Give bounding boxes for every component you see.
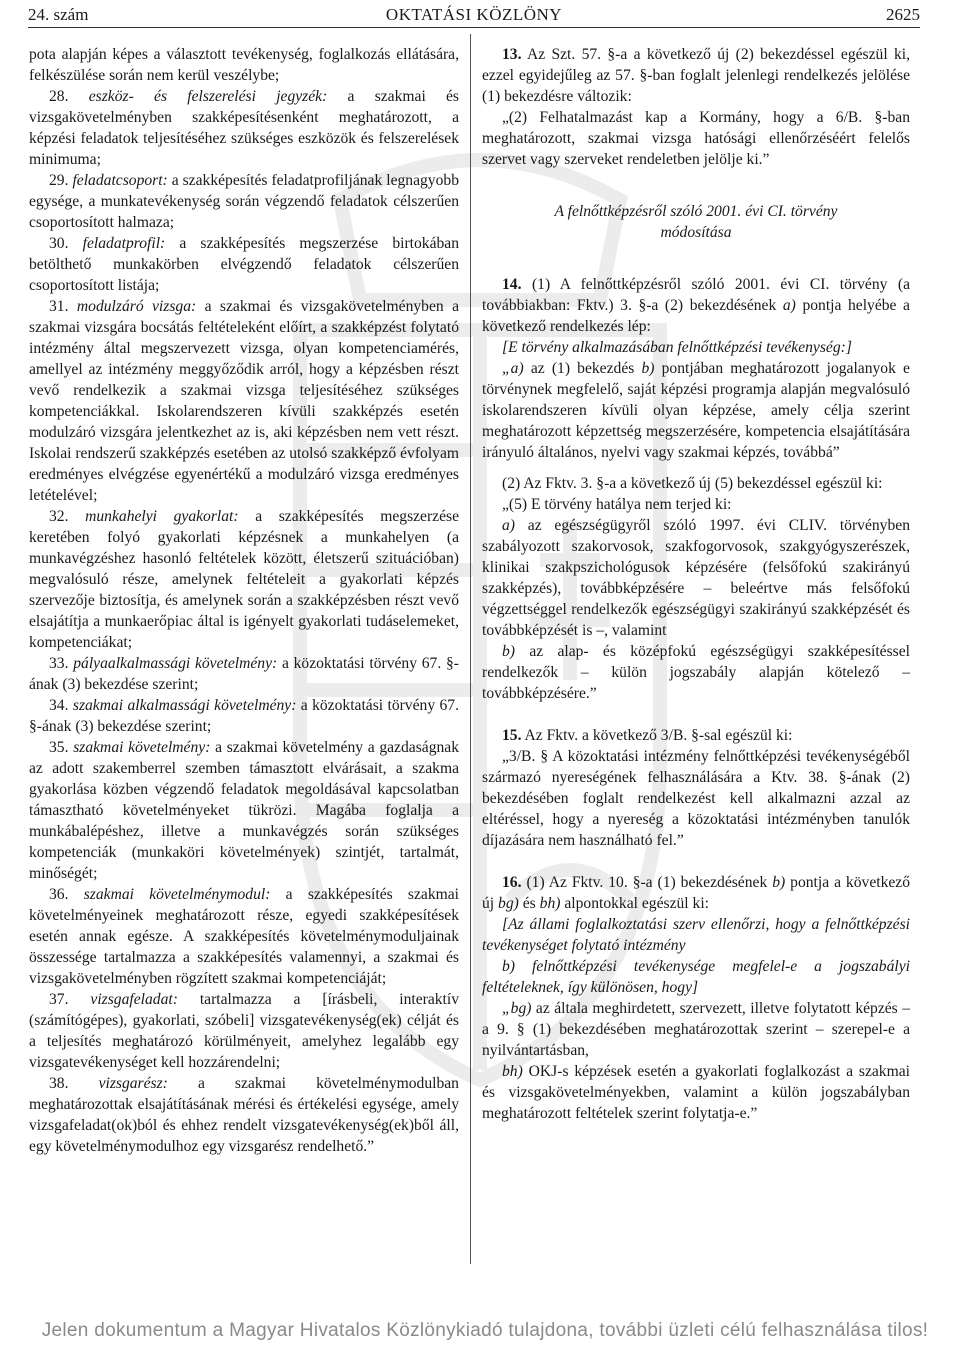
definition-number: 35. (49, 739, 69, 756)
definition-number: 32. (49, 508, 69, 525)
section-title-line-2: módosítása (660, 224, 732, 241)
spacer (482, 264, 910, 274)
definition-text: a szakképesítés megszerzése keretében folyó gyakorlati képzésnek a munkahelyen (a munkavégzéshez hasonló feltételek között, életszerű szituációban) megvalósuló része, amelynek feltételeit a gyakorlati képzés szervezője biztosítja, és amelynek során a szakképzésben részt vevő elsajátítja a munkaerőpiac által is igényelt gyakorlati tudáselemeket, kompetenciákat; (29, 508, 460, 651)
definition-text: a szakmai és vizsgakövetelményben a szakmai vizsgára bocsátás feltételeként előírt, a szakképzést folytató intézmény által megszervezett vizsga, olyan kompetenciamérés, amellyel az intézmény meggyőződik arról, hogy a képzésben részt vevő rendelkezik a szakmai vizsga teljesítéséhez szükséges kompetenciákkal. Iskolarendszeren kívüli szakképzés esetén modulzáró vizsgára jelentkezhet az is, aki képzésben nem vett részt. Iskolai rendszerű szakképzés esetében az utolsó szakképző évfolyam eredményes elvégzése egyenértékű a modulzáró vizsga eredményes letételével; (29, 298, 460, 504)
definition-text: a szakképesítés szakmai követelményeinek meghatározott része, egyedi szakképesítések esetén annak egésze. A szakképesítés követelménymoduljainak összessége tartalmazza a szakképesítés valamennyi, a szakmai és vizsgakövetelményben rögzített szakmai kompetenciáját; (29, 886, 459, 987)
section-15 (482, 725, 910, 746)
definition-term: eszköz- és felszerelési jegyzék: (88, 88, 328, 105)
definition-text: a szakképesítés megszerzése birtokában betölthető munkakörben elvégzendő feladatok célszerűen csoportosított listája; (29, 235, 460, 294)
page-number: 2625 (886, 5, 920, 24)
point-label: a) (782, 297, 796, 314)
point-text: OKJ-s képzések esetén a gyakorlati foglalkozást a szakmai és vizsgakövetelményekben, valamint a külön jogszabályban meghatározott feltételek szerint folytatja-e.” (482, 1063, 910, 1122)
definition-text: a szakmai és vizsgakövetelményben szakképesítésenként meghatározott, a képzési feladatok teljesítéséhez szükséges eszközök és felszerelések minimuma; (29, 88, 460, 168)
section-text: és (522, 895, 536, 912)
section-14 (482, 274, 910, 337)
definition-28 (29, 86, 459, 170)
definition-term: szakmai követelménymodul: (83, 886, 271, 903)
definition-text: tartalmazza a [írásbeli, interaktív (számítógépes), gyakorlati, szóbeli] vizsgatevékenység(ek) célját és a teljesítés meghatározó körülményeit, amelyhez legalább egy vizsgatevékenységet kell hozzárendelni; (29, 991, 460, 1071)
point-label: b) (772, 874, 786, 891)
definition-text: a közoktatási törvény 67. §-ának (3) bekezdése szerint; (29, 697, 459, 735)
spacer (482, 191, 910, 201)
section-number: 14. (502, 276, 522, 293)
point-label: bh) (539, 895, 561, 912)
section-16-bracket-2: b) felnőttképzési tevékenysége megfelel-e a jogszabályi feltételeknek, így különösen, hogy] (482, 958, 910, 996)
section-16-bracket-1: [Az állami foglalkoztatási szerv ellenőrzi, hogy a felnőttképzési tevékenységet folytató intézmény (482, 916, 910, 954)
definition-term: pályaalkalmassági követelmény: (73, 655, 278, 672)
definition-term: modulzáró vizsga: (76, 298, 197, 315)
point-label: b) (641, 360, 655, 377)
definition-text: a szakképesítés feladatprofiljának legnagyobb egysége, a munkatevékenység során végzendő feladatok célszerűen csoportosított halmaza; (29, 172, 459, 231)
definition-term: feladatprofil: (82, 235, 166, 252)
definition-term: feladatcsoport: (72, 172, 168, 189)
point-label: „a) (502, 360, 524, 377)
section-13-quote: „(2) Felhatalmazást kap a Kormány, hogy a 6/B. §-ban meghatározott, szakmai vizsga hatósági ellenőrzéséért felelős szervet vagy szerveket rendeletben jelölje ki.” (482, 109, 910, 168)
section-text: alpontokkal egészül ki: (564, 895, 709, 912)
spacer (482, 704, 910, 725)
definition-38 (29, 1073, 459, 1157)
definition-number: 33. (49, 655, 69, 672)
spacer (482, 243, 910, 264)
definition-32 (29, 506, 459, 653)
definition-37 (29, 989, 459, 1073)
spacer (482, 463, 910, 473)
spacer (482, 851, 910, 872)
section-text: (1) Az Fktv. 10. §-a (1) bekezdésének (526, 874, 768, 891)
definition-36 (29, 884, 459, 989)
section-title-line-1: A felnőttképzésről szóló 2001. évi CI. törvény (554, 203, 838, 220)
point-label: b) (502, 643, 515, 660)
section-text: pontja a következő új (482, 874, 911, 912)
issue-number: 24. szám (28, 5, 89, 24)
definition-number: 28. (49, 88, 69, 105)
point-text: az (1) bekezdés (530, 360, 635, 377)
definition-text: a közoktatási törvény 67. §-ának (3) bekezdése szerint; (29, 655, 459, 693)
definition-34 (29, 695, 459, 737)
section-14-point-a (482, 358, 910, 463)
section-number: 13. (502, 46, 522, 63)
footer-notice: Jelen dokumentum a Magyar Hivatalos Közlönykiadó tulajdona, további üzleti célú felhasználása tilos! (41, 1320, 929, 1341)
section-14-2-point-a (482, 515, 910, 641)
section-13 (482, 44, 910, 107)
point-label: a) (502, 517, 515, 534)
definition-31 (29, 296, 459, 506)
definition-number: 34. (49, 697, 69, 714)
definition-text: a szakmai követelmény a gazdaságnak az adott szakemberrel szemben támasztott elvárásait, a szakma gyakorlása közben végzendő feladatok megoldásával kapcsolatban támasztható követelményeket tükrözi. Magába foglalja a munkábalépéshez, illetve a munkavégzés során szükséges kompetenciák (munkaköri követelmények) szintjét, tartalmát, minőségét; (29, 739, 460, 882)
journal-title: OKTATÁSI KÖZLÖNY (385, 5, 563, 24)
section-14-2-quote: „(5) E törvény hatálya nem terjed ki: (502, 496, 732, 513)
definition-30 (29, 233, 459, 296)
point-text: az általa meghirdetett, szervezett, illetve folytatott képzés – a 9. § (1) bekezdésében meghatározottak szerint – szerepel-e a nyilvántartásban, (482, 1000, 910, 1059)
definition-term: munkahelyi gyakorlat: (85, 508, 239, 525)
section-text: pontja helyébe a következő rendelkezés lép: (482, 297, 910, 335)
definition-number: 29. (49, 172, 69, 189)
point-label: bh) (502, 1063, 523, 1080)
point-text: az egészségügyről szóló 1997. évi CLIV. törvényben szabályozott szakorvosok, szakfogorvosok, szakgyógyszerészek, klinikai szakpszichológusok képzésére (felsőfokú szakirányú szakképzés), továbbképzésére – beleértve más felsőfokú végzettséggel rendelkezők egészségügyi szakirányú szakképzését és továbbképzését is –, valamint (482, 517, 910, 639)
section-number: 15. (502, 727, 522, 744)
definition-number: 31. (49, 298, 69, 315)
spacer (482, 170, 910, 191)
section-14-2: (2) Az Fktv. 3. §-a a következő új (5) bekezdéssel egészül ki: (502, 475, 883, 492)
paragraph-continuation: pota alapján képes a választott tevékenység, foglalkozás ellátására, felkészülése során nem kerül veszélybe; (29, 46, 459, 84)
definition-33 (29, 653, 459, 695)
definition-number: 37. (49, 991, 69, 1008)
section-16-point-bh (482, 1061, 910, 1124)
point-label: bg) (498, 895, 519, 912)
definition-term: szakmai követelmény: (73, 739, 211, 756)
column-divider (470, 34, 471, 1264)
section-16-point-bg (482, 998, 910, 1061)
point-text: pontjában meghatározott jogalanyok e törvénynek megfelelő, saját képzési programja alapján megvalósuló iskolarendszeren kívüli olyan képzése, amely célja szerint meghatározott képzettség megszerzésére, kompetencia elsajátítására irányuló általános, nyelvi vagy szakmai képzés, továbbá” (482, 360, 910, 461)
definition-35 (29, 737, 459, 884)
definition-29 (29, 170, 459, 233)
point-text: az alap- és középfokú egészségügyi szakképesítéssel rendelkezők – külön jogszabály alapján kötelező – továbbképzésére.” (482, 643, 910, 702)
section-text: Az Fktv. a következő 3/B. §-sal egészül ki: (524, 727, 793, 744)
page-header (28, 4, 920, 26)
section-14-2-point-b (482, 641, 910, 704)
definition-term: szakmai alkalmassági követelmény: (72, 697, 297, 714)
definition-number: 38. (49, 1075, 69, 1092)
section-16 (482, 872, 910, 914)
definition-term: vizsgarész: (98, 1075, 168, 1092)
section-14-bracket: [E törvény alkalmazásában felnőttképzési tevékenység:] (502, 339, 852, 356)
section-text: Az Szt. 57. §-a a következő új (2) bekezdéssel egészül ki, ezzel egyidejűleg az 57. §-ban foglalt jelenlegi rendelkezés jelölése (1) bekezdésre változik: (482, 46, 910, 105)
section-text: (1) A felnőttképzésről szóló 2001. évi CI. törvény (a továbbiakban: Fktv.) 3. §-a (2) bekezdésének (482, 276, 910, 314)
definition-term: vizsgafeladat: (90, 991, 178, 1008)
right-column (482, 44, 910, 1124)
left-column (29, 44, 459, 1157)
definition-text: a szakmai követelménymodulban meghatározottak elsajátításának mérési és értékelési egysége, amely vizsgafeladat(ok)ból és ehhez rendelt vizsgatevékenység(ek)ből áll, egy követelménymodulhoz egy vizsgarész rendelhető.” (29, 1075, 459, 1155)
section-number: 16. (502, 874, 522, 891)
header-rule (28, 27, 920, 28)
section-15-quote: „3/B. § A közoktatási intézmény felnőttképzési tevékenységéből származó nyereségének felhasználására a Ktv. 38. §-ának (2) bekezdésében foglalt rendelkezést kell alkalmazni azzal az eltéréssel, hogy a nyereség a közoktatási intézményben tanulók díjazására nem használható fel.” (482, 748, 910, 849)
definition-number: 30. (49, 235, 69, 252)
point-label: „bg) (502, 1000, 532, 1017)
definition-number: 36. (49, 886, 69, 903)
